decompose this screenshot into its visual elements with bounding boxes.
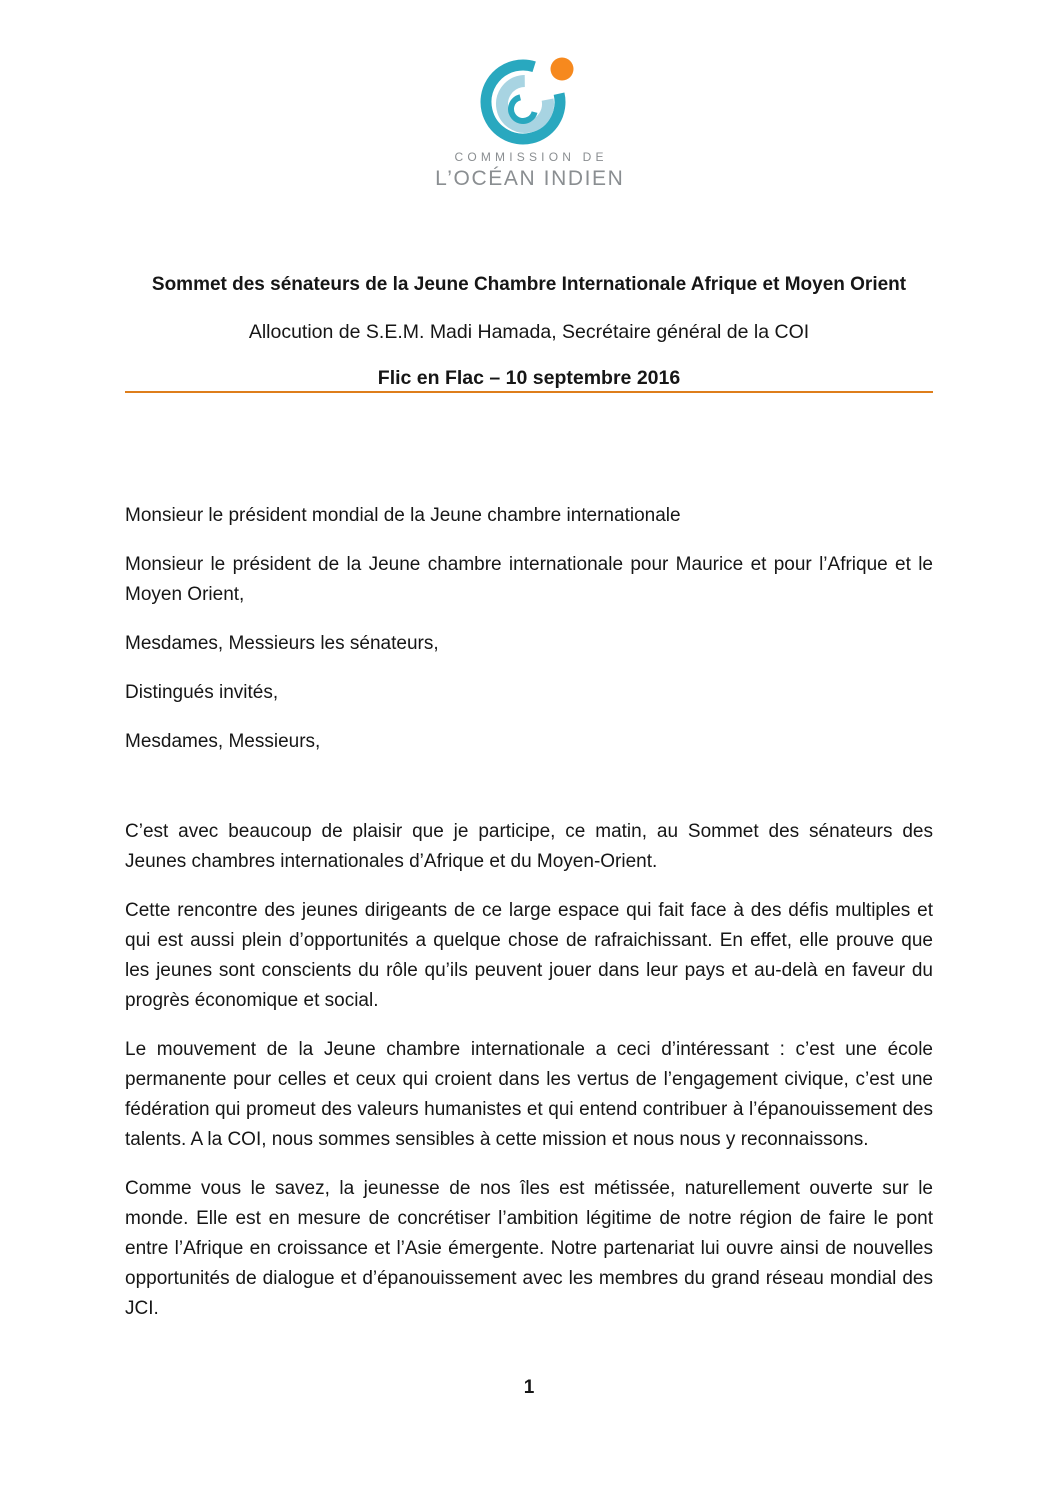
page-number: 1 [523,1377,535,1398]
body-paragraph: C’est avec beaucoup de plaisir que je participe, ce matin, au Sommet des sénateurs des Jeunes chambres internationales d’Afrique et du Moyen-Orient. [125,821,933,872]
logo-org-name-line1: COMMISSION DE [454,150,608,164]
body-paragraph: Cette rencontre des jeunes dirigeants de ce large espace qui fait face à des défis multiples et qui est aussi plein d’opportunités a quelque chose de rafraichissant. En effet, elle prouve que les jeunes sont conscients du rôle qu’ils peuvent jouer dans leur pays et au-delà en faveur du progrès économique et social. [125,900,933,1011]
speech-body [125,817,933,1324]
logo-org-name-line2: L’OCÉAN INDIEN [435,167,625,190]
salutation-line: Monsieur le président de la Jeune chambre internationale pour Maurice et pour l’Afrique et le Moyen Orient, [125,554,933,605]
salutation-line: Monsieur le président mondial de la Jeune chambre internationale [125,505,681,526]
salutation-line: Mesdames, Messieurs, [125,731,321,752]
coi-swirl-logo-icon [473,54,585,146]
document-header [125,273,933,393]
salutations-block [125,501,933,757]
body-paragraph: Comme vous le savez, la jeunesse de nos îles est métissée, naturellement ouverte sur le monde. Elle est en mesure de concrétiser l’ambition légitime de notre région de faire le pont entre l’Afrique en croissance et l’Asie émergente. Notre partenariat lui ouvre ainsi de nouvelles opportunités de dialogue et d’épanouissement avec les membres du grand réseau mondial des JCI. [125,1178,933,1319]
coi-logo [125,0,933,191]
salutation-line: Mesdames, Messieurs les sénateurs, [125,633,439,654]
document-title: Sommet des sénateurs de la Jeune Chambre Internationale Afrique et Moyen Orient [151,274,907,295]
salutation-line: Distingués invités, [125,682,279,703]
document-dateline: Flic en Flac – 10 septembre 2016 [377,367,681,389]
body-paragraph: Le mouvement de la Jeune chambre internationale a ceci d’intéressant : c’est une école permanente pour celles et ceux qui croient dans les vertus de l’engagement civique, c’est une fédération qui promeut des valeurs humanistes et qui entend contribuer à l’épanouissement des talents. A la COI, nous sommes sensibles à cette mission et nous nous y reconnaissons. [125,1039,933,1150]
document-subtitle: Allocution de S.E.M. Madi Hamada, Secrétaire général de la COI [248,321,810,343]
coi-logo-icon-wrap [125,54,933,146]
